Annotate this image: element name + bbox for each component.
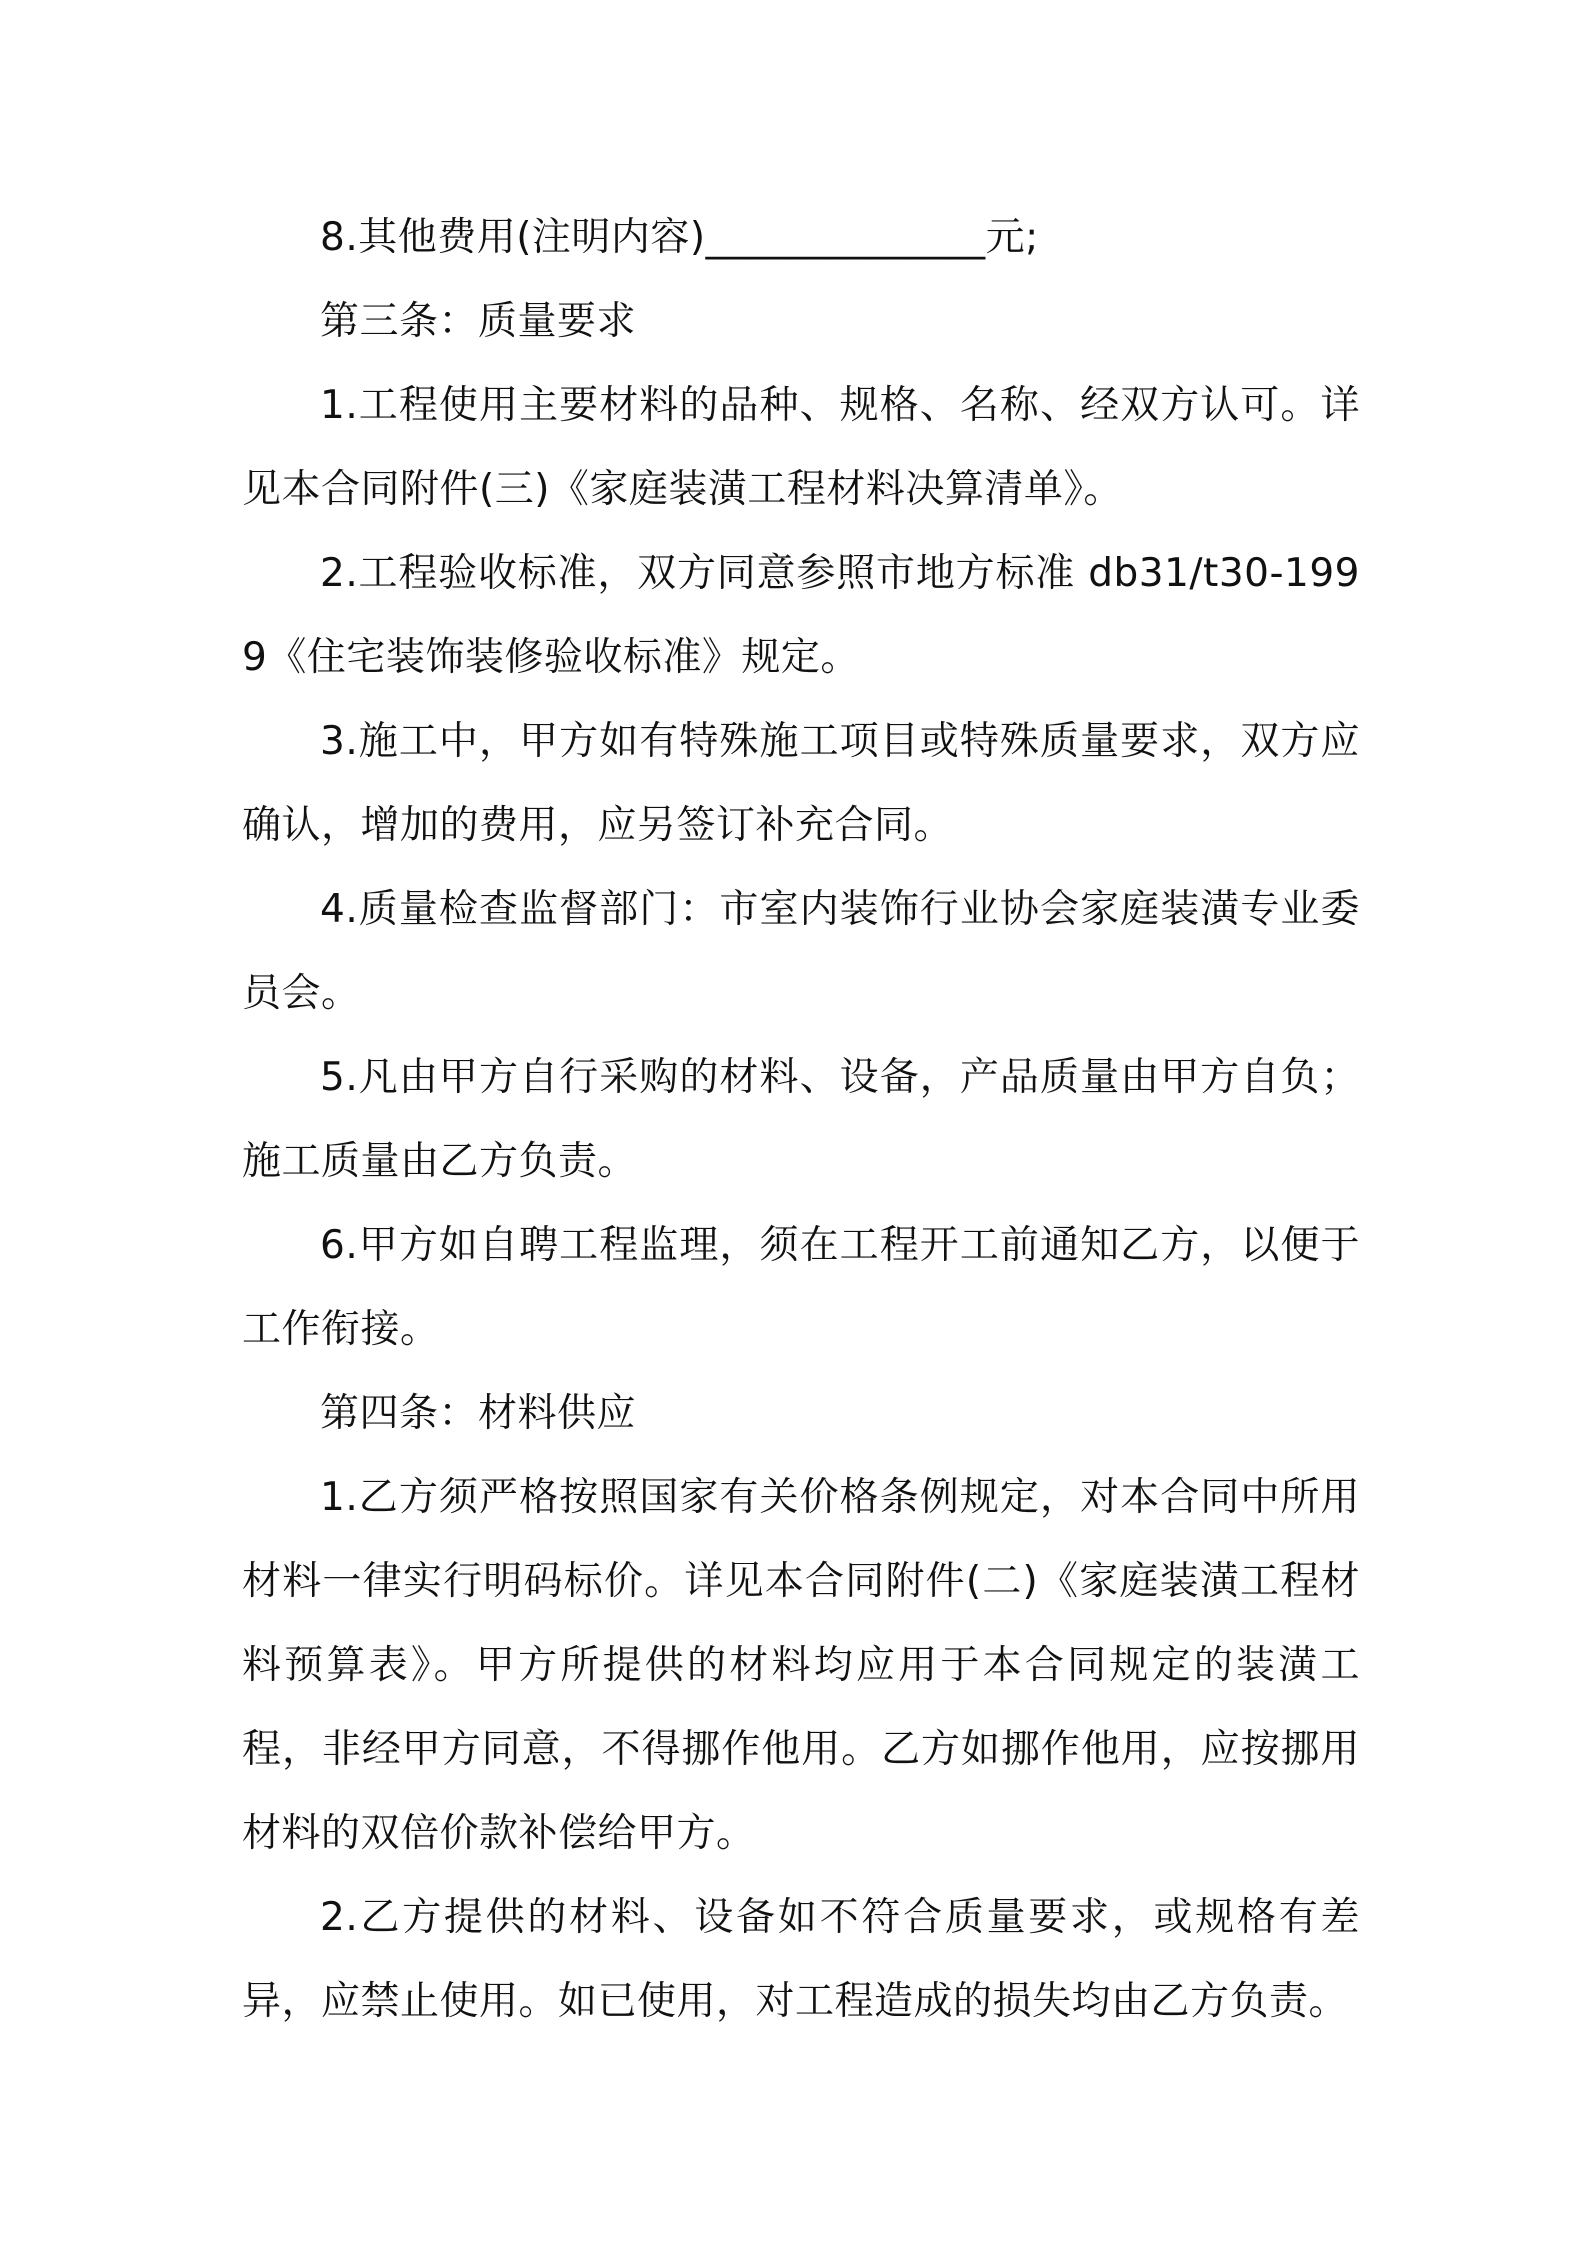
paragraph-quality-3: 3.施工中，甲方如有特殊施工项目或特殊质量要求，双方应确认，增加的费用，应另签订补充合同。 [242, 719, 1360, 848]
paragraph-quality-6: 6.甲方如自聘工程监理，须在工程开工前通知乙方，以便于工作衔接。 [242, 1223, 1360, 1352]
paragraph-materials-2: 2.乙方提供的材料、设备如不符合质量要求，或规格有差异，应禁止使用。如已使用，对工程造成的损失均由乙方负责。 [242, 1895, 1360, 2024]
paragraph-quality-5: 5.凡由甲方自行采购的材料、设备，产品质量由甲方自负；施工质量由乙方负责。 [242, 1055, 1360, 1184]
heading-article-three: 第三条：质量要求 [320, 299, 637, 344]
heading-article-four: 第四条：材料供应 [320, 1391, 637, 1436]
paragraph-quality-1: 1.工程使用主要材料的品种、规格、名称、经双方认可。详见本合同附件(三)《家庭装潢工程材料决算清单》。 [242, 383, 1360, 512]
paragraph-quality-4: 4.质量检查监督部门：市室内装饰行业协会家庭装潢专业委员会。 [242, 887, 1360, 1016]
paragraph-quality-2: 2.工程验收标准，双方同意参照市地方标准 db31/t30-1999《住宅装饰装修验收标准》规定。 [242, 551, 1360, 680]
paragraph-other-fees: 8.其他费用(注明内容)______________元; [320, 215, 1039, 260]
paragraph-materials-1: 1.乙方须严格按照国家有关价格条例规定，对本合同中所用材料一律实行明码标价。详见本合同附件(二)《家庭装潢工程材料预算表》。甲方所提供的材料均应用于本合同规定的装潢工程，非经甲方同意，不得挪作他用。乙方如挪作他用，应按挪用材料的双倍价款补偿给甲方。 [242, 1475, 1360, 1856]
document-page [242, 196, 1360, 2044]
